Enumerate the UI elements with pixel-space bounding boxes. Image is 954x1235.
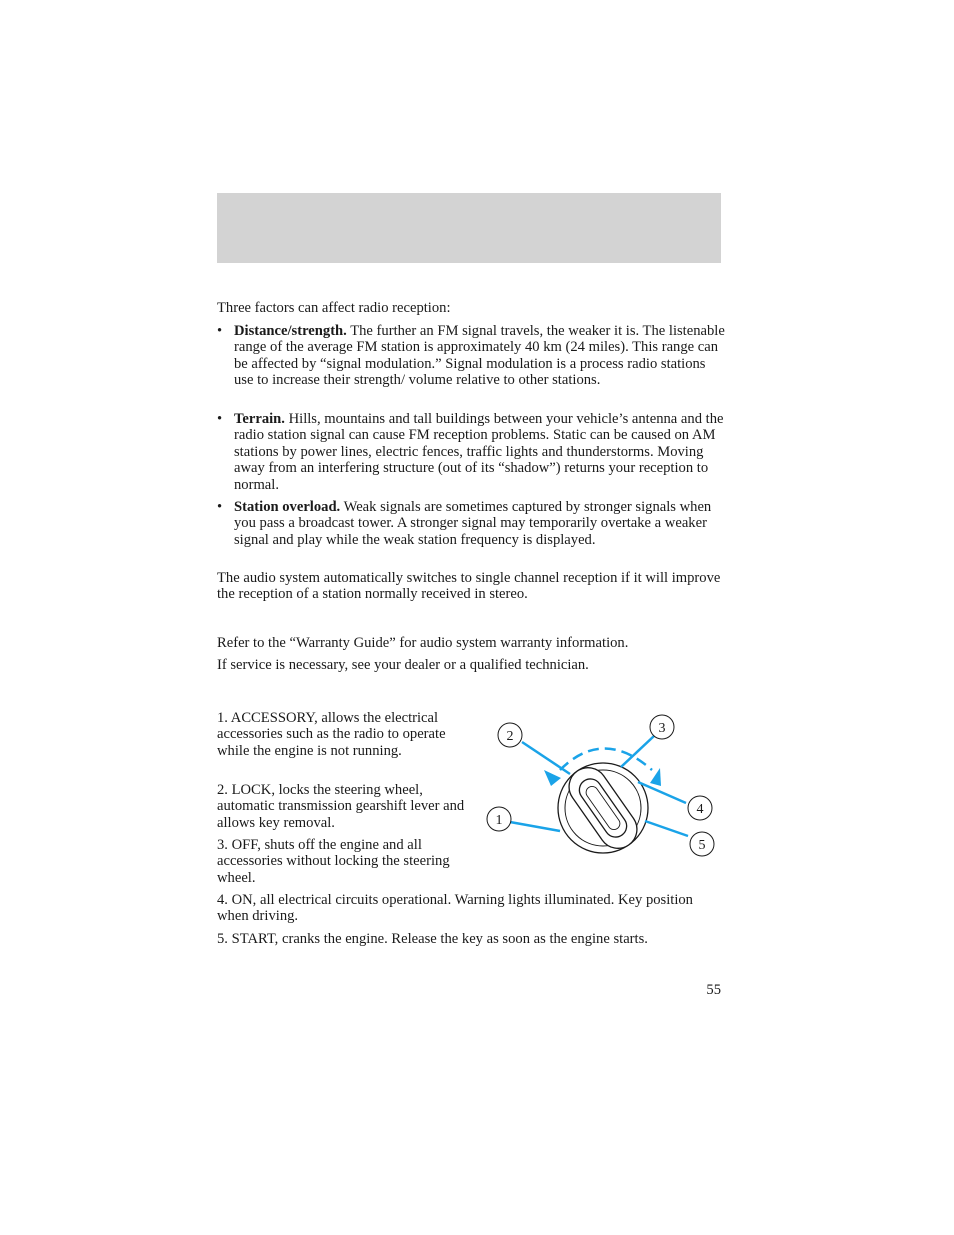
bullet-term: Terrain. bbox=[234, 411, 285, 427]
ignition-switch-diagram bbox=[480, 705, 730, 875]
ignition-accessory: 1. ACCESSORY, allows the electrical accessories such as the radio to operate while the engine is not running. bbox=[217, 710, 446, 759]
arrowhead-left bbox=[544, 770, 561, 786]
warranty-text: Refer to the “Warranty Guide” for audio system warranty information. bbox=[217, 635, 629, 651]
label-3: 3 bbox=[658, 721, 666, 736]
bullet-station-overload bbox=[217, 499, 727, 548]
callout-line-3 bbox=[621, 736, 654, 767]
auto-switch-text: The audio system automatically switches to single channel reception if it will improve the reception of a station normally received in stereo. bbox=[217, 570, 721, 603]
bullet-dot: • bbox=[217, 411, 223, 427]
bullet-terrain bbox=[217, 411, 727, 493]
label-4: 4 bbox=[696, 802, 704, 817]
bullet-term: Distance/strength. bbox=[234, 323, 347, 339]
callout-line-1 bbox=[510, 822, 560, 831]
intro-text: Three factors can affect radio reception: bbox=[217, 300, 451, 316]
bullet-term: Station overload. bbox=[234, 499, 341, 515]
bullet-body: The further an FM signal travels, the weaker it is. The listenable range of the average FM station is approximately 40 km (24 miles). This range can be affected by “signal modulation.” Signal modulation is a process radio stations use to increase their strength/ volume relative to other stations. bbox=[234, 323, 725, 389]
ignition-lock: 2. LOCK, locks the steering wheel, automatic transmission gearshift lever and allows key removal. bbox=[217, 782, 465, 831]
bullet-distance bbox=[217, 323, 727, 389]
bullet-body: Weak signals are sometimes captured by stronger signals when you pass a broadcast tower. A stronger signal may temporarily overtake a weaker signal and play while the weak station frequency is displayed. bbox=[234, 499, 712, 548]
label-5: 5 bbox=[698, 838, 706, 853]
arrowhead-right bbox=[650, 768, 661, 786]
service-text: If service is necessary, see your dealer or a qualified technician. bbox=[217, 657, 589, 673]
label-2: 2 bbox=[506, 729, 514, 744]
ignition-on: 4. ON, all electrical circuits operational. Warning lights illuminated. Key position when driving. bbox=[217, 892, 693, 925]
bullet-dot: • bbox=[217, 499, 223, 515]
bullet-body: Hills, mountains and tall buildings between your vehicle’s antenna and the radio station signal can cause FM reception problems. Static can be caused on AM stations by power lines, electric fences, traffic lights and thunderstorms. Moving away from an interfering structure (out of its “shadow”) returns your reception to normal. bbox=[234, 411, 724, 493]
bullet-dot: • bbox=[217, 323, 223, 339]
ignition-start: 5. START, cranks the engine. Release the key as soon as the engine starts. bbox=[217, 931, 648, 947]
header-band bbox=[217, 193, 721, 263]
label-1: 1 bbox=[495, 813, 503, 828]
callout-line-5 bbox=[645, 821, 688, 836]
ignition-off: 3. OFF, shuts off the engine and all accessories without locking the steering wheel. bbox=[217, 837, 450, 886]
page-number: 55 bbox=[706, 982, 721, 998]
callout-line-2 bbox=[522, 742, 570, 774]
ignition-key-head bbox=[562, 760, 645, 856]
